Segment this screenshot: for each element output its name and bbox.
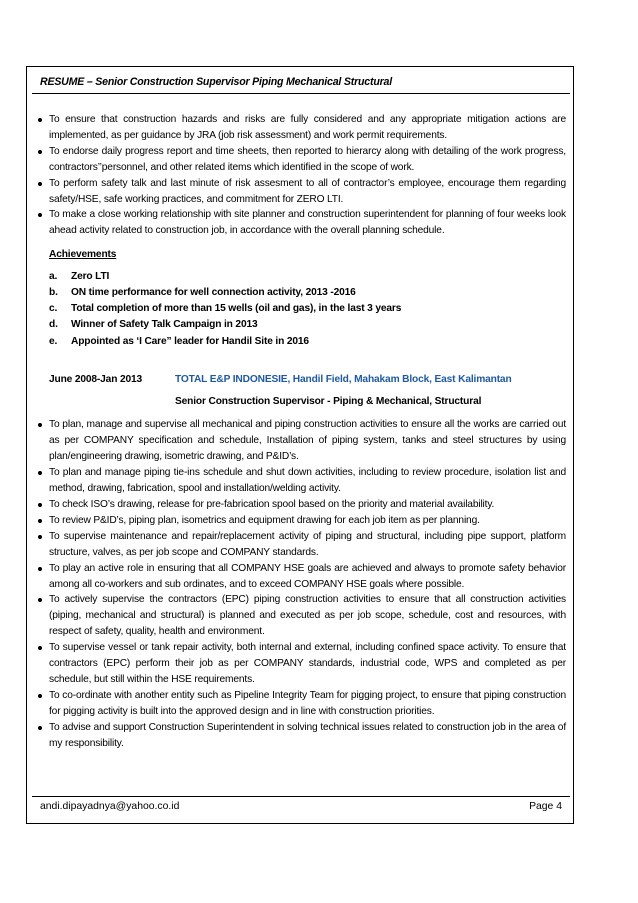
- achievement-letter: e.: [49, 335, 58, 347]
- achievement-letter: a.: [49, 271, 58, 283]
- list-item: To endorse daily progress report and time sheets, then reported to hierarcy along with detailing of the work progress, contractors’’personnel, and other related items which identified in the scope of work.: [36, 144, 566, 176]
- job-company: TOTAL E&P INDONESIE, Handil Field, Mahakam Block, East Kalimantan: [175, 373, 512, 385]
- resume-body: [36, 112, 566, 751]
- achievement-item: [49, 317, 566, 333]
- list-item: To supervise maintenance and repair/replacement activity of piping and structural, including pipe support, platform structure, valves, as per job scope and COMPANY standards.: [36, 529, 566, 561]
- list-item: To plan, manage and supervise all mechanical and piping construction activities to ensure all the works are carried out as per COMPANY specification and schedule, Installation of piping system, tanks and steel structures by using plan/engineering drawing, isometric drawing, and P&ID’s.: [36, 417, 566, 465]
- job-header: [49, 372, 566, 388]
- page-header-title: RESUME – Senior Construction Supervisor Piping Mechanical Structural: [40, 76, 392, 88]
- responsibility-list-top: [36, 112, 566, 239]
- achievement-text: Total completion of more than 15 wells (oil and gas), in the last 3 years: [71, 303, 402, 315]
- list-item: To review P&ID’s, piping plan, isometrics and equipment drawing for each job item as per planning.: [36, 513, 566, 529]
- job-title: Senior Construction Supervisor - Piping & Mechanical, Structural: [175, 395, 482, 407]
- achievement-text: ON time performance for well connection activity, 2013 -2016: [71, 287, 356, 299]
- list-item: To supervise vessel or tank repair activity, both internal and external, including confined space activity. To ensure that contractors (EPC) perform their job as per COMPANY standards, industrial code, WPS and completed as per schedule, but still within the HSE requirements.: [36, 640, 566, 688]
- job-date: June 2008-Jan 2013: [49, 373, 143, 385]
- page-number: Page 4: [529, 801, 562, 812]
- achievement-item: [49, 301, 566, 317]
- footer-divider: [32, 796, 570, 797]
- achievement-letter: b.: [49, 287, 58, 299]
- list-item: To check ISO’s drawing, release for pre-fabrication spool based on the priority and material availability.: [36, 497, 566, 513]
- achievements-list: [49, 269, 566, 349]
- achievement-text: Zero LTI: [71, 271, 110, 283]
- achievement-text: Appointed as ‘I Care” leader for Handil Site in 2016: [71, 335, 309, 347]
- footer-email: andi.dipayadnya@yahoo.co.id: [40, 801, 180, 812]
- list-item: To actively supervise the contractors (EPC) piping construction activities to ensure that all construction activities (piping, mechanical and structural) is planned and executed as per job scope, schedule, cost and resources, with respect of safety, quality, health and environment.: [36, 592, 566, 640]
- list-item: To ensure that construction hazards and risks are fully considered and any appropriate mitigation actions are implemented, as per guidance by JRA (job risk assessment) and work permit requirements.: [36, 112, 566, 144]
- achievement-item: [49, 269, 566, 285]
- list-item: To make a close working relationship with site planner and construction superintendent for planning of four weeks look ahead activity related to construction job, in accordance with the overall planning schedule.: [36, 207, 566, 239]
- responsibility-list-job: [36, 417, 566, 751]
- list-item: To co-ordinate with another entity such as Pipeline Integrity Team for pigging project, to ensure that piping construction for pigging activity is built into the approved design and in line with construction priorities.: [36, 688, 566, 720]
- header-divider: [32, 93, 570, 94]
- list-item: To perform safety talk and last minute of risk assesment to all of contractor’s employee, encourage them regarding safety/HSE, safe working practices, and commitment for ZERO LTI.: [36, 176, 566, 208]
- list-item: To advise and support Construction Superintendent in solving technical issues related to construction job in the area of my responsibility.: [36, 720, 566, 752]
- list-item: To play an active role in ensuring that all COMPANY HSE goals are achieved and always to promote safety behavior among all co-workers and sub ordinates, and to exceed COMPANY HSE goals where possible.: [36, 561, 566, 593]
- achievements-heading: Achievements: [49, 249, 117, 261]
- list-item: To plan and manage piping tie-ins schedule and shut down activities, including to review procedure, isolation list and method, drawing, fabrication, spool and installation/welding activity.: [36, 465, 566, 497]
- achievement-letter: d.: [49, 319, 58, 331]
- achievement-letter: c.: [49, 303, 58, 315]
- achievement-item: [49, 334, 566, 350]
- achievement-item: [49, 285, 566, 301]
- achievement-text: Winner of Safety Talk Campaign in 2013: [71, 319, 258, 331]
